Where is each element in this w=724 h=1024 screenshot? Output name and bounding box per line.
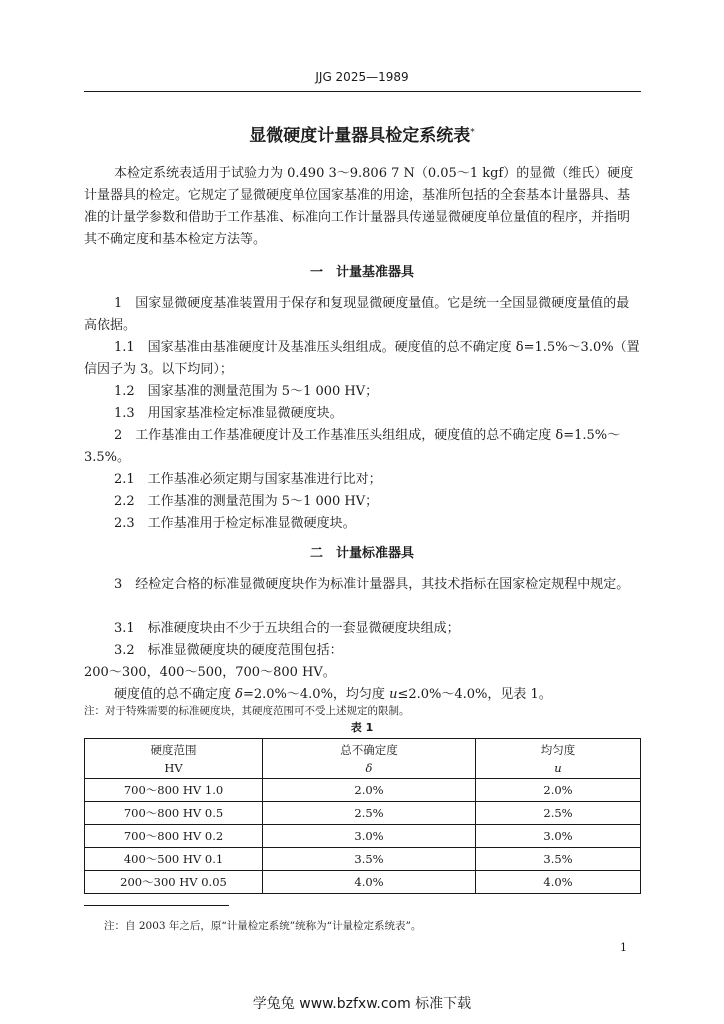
cell-range: 200～300 HV 0.05 bbox=[85, 871, 263, 894]
title-footnote-mark: * bbox=[470, 127, 475, 138]
clause-2: 2 工作基准由工作基准硬度计及工作基准压头组组成，硬度值的总不确定度 δ=1.5%～3.5%。 bbox=[84, 428, 621, 465]
header-uncertainty-label: 总不确定度 bbox=[340, 742, 398, 757]
uncertainty-text-a: 硬度值的总不确定度 bbox=[114, 687, 236, 702]
cell-uncertainty: 3.5% bbox=[263, 848, 476, 871]
table-row bbox=[85, 848, 641, 871]
page-number: 1 bbox=[620, 941, 627, 954]
clause-1: 1 国家显微硬度基准装置用于保存和复现显微硬度量值。它是统一全国显微硬度量值的最高依据。 bbox=[84, 296, 630, 333]
uncertainty-text-c: ≤2.0%～4.0%，见表 1。 bbox=[397, 687, 552, 702]
table-row bbox=[85, 825, 641, 848]
cell-uncertainty: 3.0% bbox=[263, 825, 476, 848]
cell-uniformity: 3.5% bbox=[476, 848, 641, 871]
clause-2-2: 2.2 工作基准的测量范围为 5～1 000 HV； bbox=[114, 494, 379, 509]
cell-uncertainty: 2.0% bbox=[263, 779, 476, 802]
header-uniformity-label: 均匀度 bbox=[540, 742, 576, 757]
document-code-header: JJG 2025—1989 bbox=[315, 70, 409, 84]
intro-paragraph: 本检定系统表适用于试验力为 0.490 3～9.806 7 N（0.05～1 kgf）的显微（维氏）硬度计量器具的检定。它规定了显微硬度单位国家基准的用途，基准所包括的全套基本计量器具、基准的计量学参数和借助于工作基准、标准向工作计量器具传递显微硬度单位量值的程序，并指明其不确定度和基本检定方法等。 bbox=[84, 166, 634, 247]
cell-uncertainty: 4.0% bbox=[263, 871, 476, 894]
section-2-note: 注：对于特殊需要的标准硬度块，其硬度范围可不受上述规定的限制。 bbox=[84, 705, 410, 717]
header-cell-uniformity bbox=[476, 739, 641, 779]
section-heading-1: 一 计量基准器具 bbox=[309, 265, 414, 280]
u-symbol: u bbox=[389, 687, 398, 702]
clause-2-3: 2.3 工作基准用于检定标准显微硬度块。 bbox=[114, 516, 356, 531]
header-rule bbox=[84, 91, 641, 92]
title-text: 显微硬度计量器具检定系统表 bbox=[249, 126, 471, 146]
cell-uncertainty: 2.5% bbox=[263, 802, 476, 825]
header-cell-range bbox=[85, 739, 263, 779]
cell-range: 700～800 HV 0.2 bbox=[85, 825, 263, 848]
site-watermark: 学兔兔 www.bzfxw.com 标准下载 bbox=[252, 996, 472, 1012]
cell-range: 700～800 HV 0.5 bbox=[85, 802, 263, 825]
footnote-rule bbox=[84, 905, 229, 906]
clause-2-1: 2.1 工作基准必须定期与国家基准进行比对； bbox=[114, 472, 382, 487]
cell-uniformity: 2.5% bbox=[476, 802, 641, 825]
table-row bbox=[85, 871, 641, 894]
uncertainty-text-b: =2.0%～4.0%，均匀度 bbox=[242, 687, 390, 702]
clause-3-1: 3.1 标准硬度块由不少于五块组合的一套显微硬度块组成； bbox=[114, 621, 460, 636]
hardness-ranges: 200～300，400～500，700～800 HV。 bbox=[84, 665, 336, 680]
header-range-label: 硬度范围 bbox=[150, 742, 197, 757]
clause-3: 3 经检定合格的标准显微硬度块作为标准计量器具，其技术指标在国家检定规程中规定。 bbox=[114, 577, 630, 592]
header-cell-uncertainty bbox=[263, 739, 476, 779]
table-row bbox=[85, 802, 641, 825]
clause-1-1: 1.1 国家基准由基准硬度计及基准压头组组成。硬度值的总不确定度 δ=1.5%～3.0%（置信因子为 3。以下均同）； bbox=[84, 340, 640, 377]
section-heading-2: 二 计量标准器具 bbox=[309, 546, 414, 561]
table-row bbox=[85, 779, 641, 802]
clause-1-2: 1.2 国家基准的测量范围为 5～1 000 HV； bbox=[114, 384, 379, 399]
hardness-table bbox=[84, 738, 641, 894]
footnote: 注：自 2003 年之后，原“计量检定系统”统称为“计量检定系统表”。 bbox=[104, 920, 422, 932]
header-uniformity-symbol: u bbox=[554, 760, 562, 775]
cell-range: 700～800 HV 1.0 bbox=[85, 779, 263, 802]
cell-uniformity: 4.0% bbox=[476, 871, 641, 894]
header-uncertainty-symbol: δ bbox=[365, 760, 373, 775]
cell-uniformity: 2.0% bbox=[476, 779, 641, 802]
cell-range: 400～500 HV 0.1 bbox=[85, 848, 263, 871]
table-caption: 表 1 bbox=[350, 721, 374, 734]
header-range-unit: HV bbox=[164, 760, 183, 775]
cell-uniformity: 3.0% bbox=[476, 825, 641, 848]
clause-1-3: 1.3 用国家基准检定标准显微硬度块。 bbox=[114, 406, 343, 421]
delta-symbol: δ bbox=[235, 687, 243, 702]
clause-3-2: 3.2 标准显微硬度块的硬度范围包括： bbox=[114, 643, 343, 658]
table-header-row bbox=[85, 739, 641, 779]
document-title bbox=[0, 121, 724, 146]
